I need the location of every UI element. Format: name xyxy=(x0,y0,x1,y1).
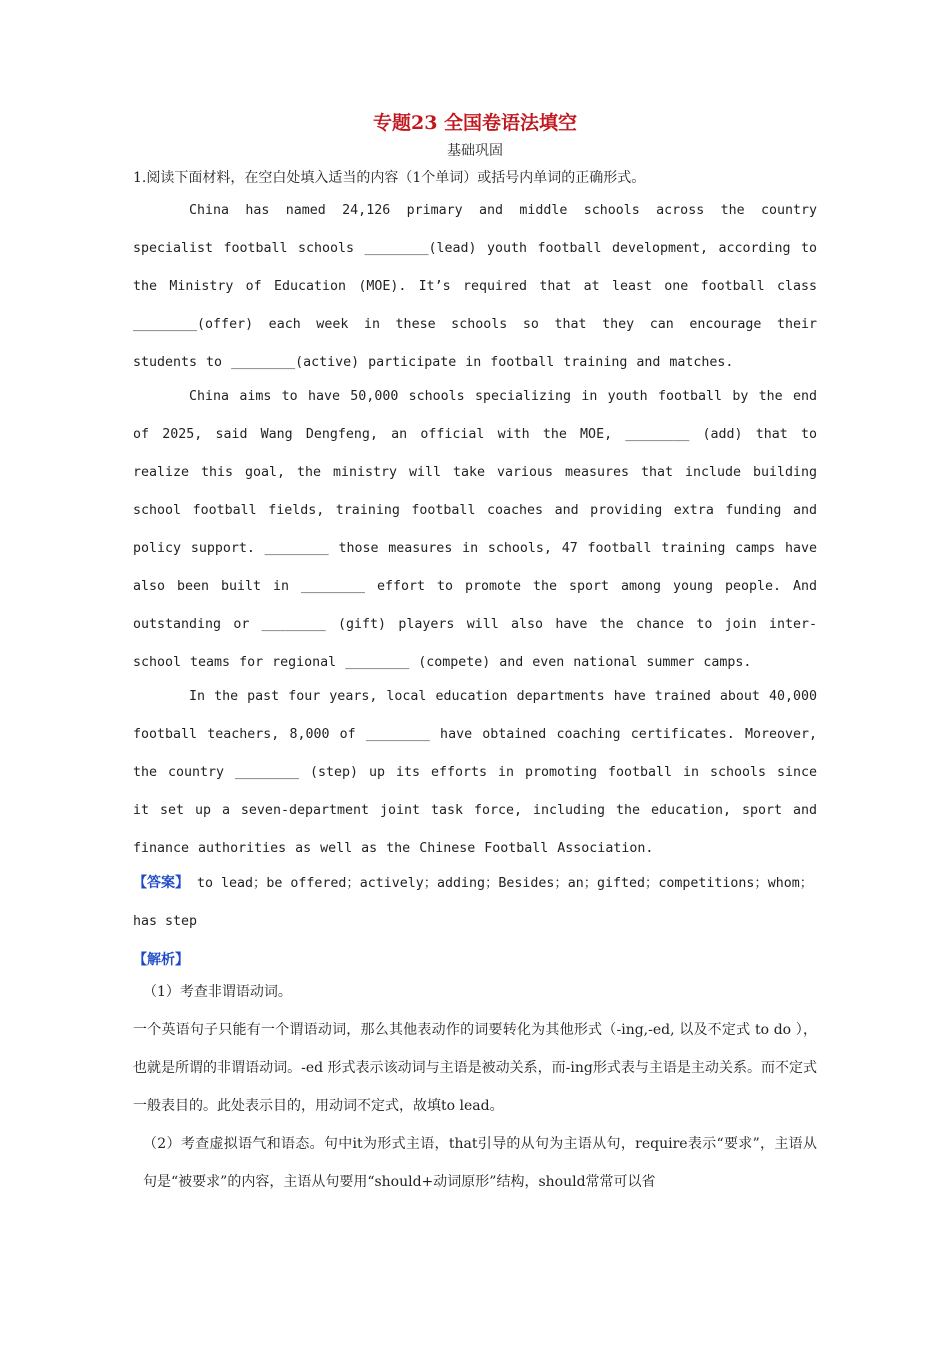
reading-passage xyxy=(133,192,817,868)
passage-paragraph-1: China has named 24,126 primary and middle schools across the country specialist football schools ________(lead) youth football development, according to the Ministry of Education (MOE). It’s required that at least one football class ________(offer) each week in these schools so that they can encourage their students to ________(active) participate in football training and matches. xyxy=(133,203,817,370)
answer-label: 【答案】 xyxy=(133,875,189,891)
page-title: 专题23 全国卷语法填空 xyxy=(372,112,578,134)
section-subtitle: 基础巩固 xyxy=(447,143,503,159)
analysis-item-2: 一个英语句子只能有一个谓语动词，那么其他表动作的词要转化为其他形式（-ing,-ed, 以及不定式 to do ），也就是所谓的非谓语动词。-ed 形式表示该动词与主语是被动关系，而-ing形式表与主语是主动关系。而不定式一般表目的。此处表示目的，用动词不定式，故填to lead。 xyxy=(133,1022,817,1114)
passage-paragraph-3: In the past four years, local education departments have trained about 40,000 football teachers, 8,000 of ________ have obtained coaching certificates. Moreover, the country ________ (step) up its efforts in promoting football in schools since it set up a seven-department joint task force, including the education, sport and finance authorities as well as the Chinese Football Association. xyxy=(133,689,817,856)
passage-paragraph-2: China aims to have 50,000 schools specializing in youth football by the end of 2025, said Wang Dengfeng, an official with the MOE, ________ (add) that to realize this goal, the ministry will take various measures that include building school football fields, training football coaches and providing extra funding and policy support. ________ those measures in schools, 47 football training camps have also been built in ________ effort to promote the sport among young people. And outstanding or ________ (gift) players will also have the chance to join inter-school teams for regional ________ (compete) and even national summer camps. xyxy=(133,389,817,670)
answer-block xyxy=(133,864,817,941)
analysis-label: 【解析】 xyxy=(133,952,189,968)
answer-text: to lead；be offered；actively；adding；Besides；an；gifted；competitions；whom；has step xyxy=(133,876,814,929)
analysis-item-3: （2）考查虚拟语气和语态。句中it为形式主语，that引导的从句为主语从句，require表示“要求”，主语从句是“被要求”的内容，主语从句要用“should+动词原形”结构，should常常可以省 xyxy=(143,1136,817,1190)
document-content xyxy=(133,108,817,1201)
analysis-block xyxy=(133,941,817,1201)
exercise-instruction: 1.阅读下面材料，在空白处填入适当的内容（1个单词）或括号内单词的正确形式。 xyxy=(133,170,646,186)
analysis-item-1: （1）考查非谓语动词。 xyxy=(143,984,292,1000)
